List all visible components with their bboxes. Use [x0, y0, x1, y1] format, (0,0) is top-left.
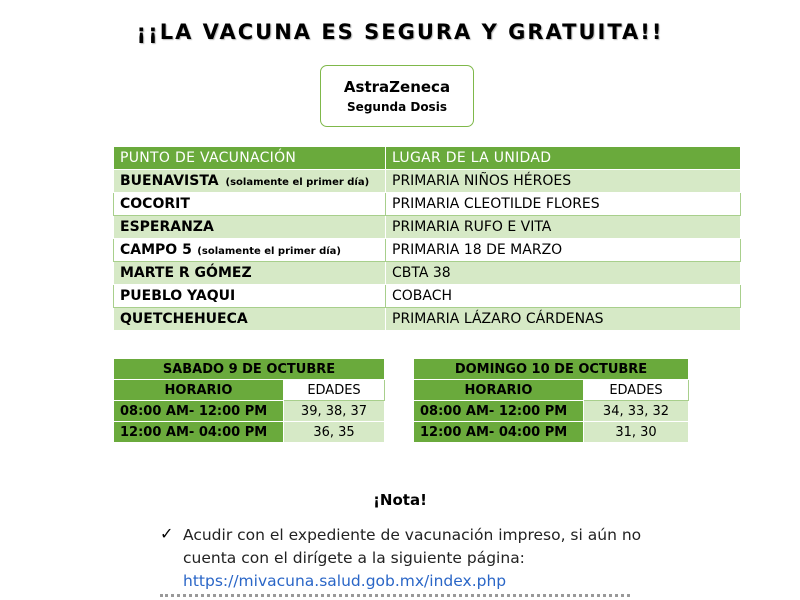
place-cell: PRIMARIA RUFO E VITA [386, 216, 741, 239]
note-title: ¡Nota! [373, 491, 427, 509]
column-header-place: LUGAR DE LA UNIDAD [386, 147, 741, 170]
site-name: BUENAVISTA [120, 173, 219, 189]
ages-cell: 34, 33, 32 [584, 401, 689, 422]
site-name: COCORIT [120, 196, 190, 212]
schedule-saturday-table [113, 358, 385, 443]
cutoff-text-fragment [160, 594, 630, 600]
table-row [114, 422, 385, 443]
place-cell: COBACH [386, 285, 741, 308]
place-cell: CBTA 38 [386, 262, 741, 285]
time-cell: 08:00 AM- 12:00 PM [114, 401, 284, 422]
checkmark-icon: ✓ [160, 524, 174, 543]
note-text [183, 524, 643, 593]
place-cell: PRIMARIA LÁZARO CÁRDENAS [386, 308, 741, 331]
column-header-time: HORARIO [114, 380, 284, 401]
vaccine-box [320, 65, 474, 127]
note-line-2: cuenta con el dirígete a la siguiente página: [183, 549, 525, 567]
column-header-site: PUNTO DE VACUNACIÓN [114, 147, 386, 170]
column-header-ages: EDADES [584, 380, 689, 401]
site-note: (solamente el primer día) [193, 246, 341, 257]
vaccination-sites-table [113, 146, 741, 331]
table-row [114, 193, 741, 216]
table-row [114, 401, 385, 422]
note-line-1: Acudir con el expediente de vacunación impreso, si aún no [183, 526, 642, 544]
site-name: CAMPO 5 [120, 242, 192, 258]
schedule-sunday-table [413, 358, 689, 443]
site-cell [114, 308, 386, 331]
site-cell [114, 285, 386, 308]
site-name: ESPERANZA [120, 219, 214, 235]
table-row [114, 285, 741, 308]
table-row [114, 262, 741, 285]
place-cell: PRIMARIA CLEOTILDE FLORES [386, 193, 741, 216]
site-cell [114, 170, 386, 193]
site-cell [114, 239, 386, 262]
vaccine-registry-link[interactable]: https://mivacuna.salud.gob.mx/index.php [183, 572, 507, 590]
column-header-time: HORARIO [414, 380, 584, 401]
vaccine-dose: Segunda Dosis [347, 100, 447, 114]
table-row [114, 308, 741, 331]
schedule-day-title: SABADO 9 DE OCTUBRE [114, 359, 385, 380]
ages-cell: 36, 35 [284, 422, 385, 443]
time-cell: 12:00 AM- 04:00 PM [114, 422, 284, 443]
table-row [114, 170, 741, 193]
time-cell: 08:00 AM- 12:00 PM [414, 401, 584, 422]
site-name: MARTE R GÓMEZ [120, 265, 252, 281]
site-name: PUEBLO YAQUI [120, 288, 236, 304]
site-cell [114, 193, 386, 216]
vaccine-name: AstraZeneca [343, 78, 451, 96]
table-row [114, 216, 741, 239]
site-name: QUETCHEHUECA [120, 311, 248, 327]
time-cell: 12:00 AM- 04:00 PM [414, 422, 584, 443]
place-cell: PRIMARIA NIÑOS HÉROES [386, 170, 741, 193]
column-header-ages: EDADES [284, 380, 385, 401]
ages-cell: 31, 30 [584, 422, 689, 443]
ages-cell: 39, 38, 37 [284, 401, 385, 422]
table-row [414, 422, 689, 443]
place-cell: PRIMARIA 18 DE MARZO [386, 239, 741, 262]
headline: ¡¡LA VACUNA ES SEGURA Y GRATUITA!! [136, 20, 664, 44]
table-row [114, 239, 741, 262]
table-row [414, 401, 689, 422]
site-note: (solamente el primer día) [225, 177, 370, 188]
schedule-day-title: DOMINGO 10 DE OCTUBRE [414, 359, 689, 380]
site-cell [114, 262, 386, 285]
site-cell [114, 216, 386, 239]
